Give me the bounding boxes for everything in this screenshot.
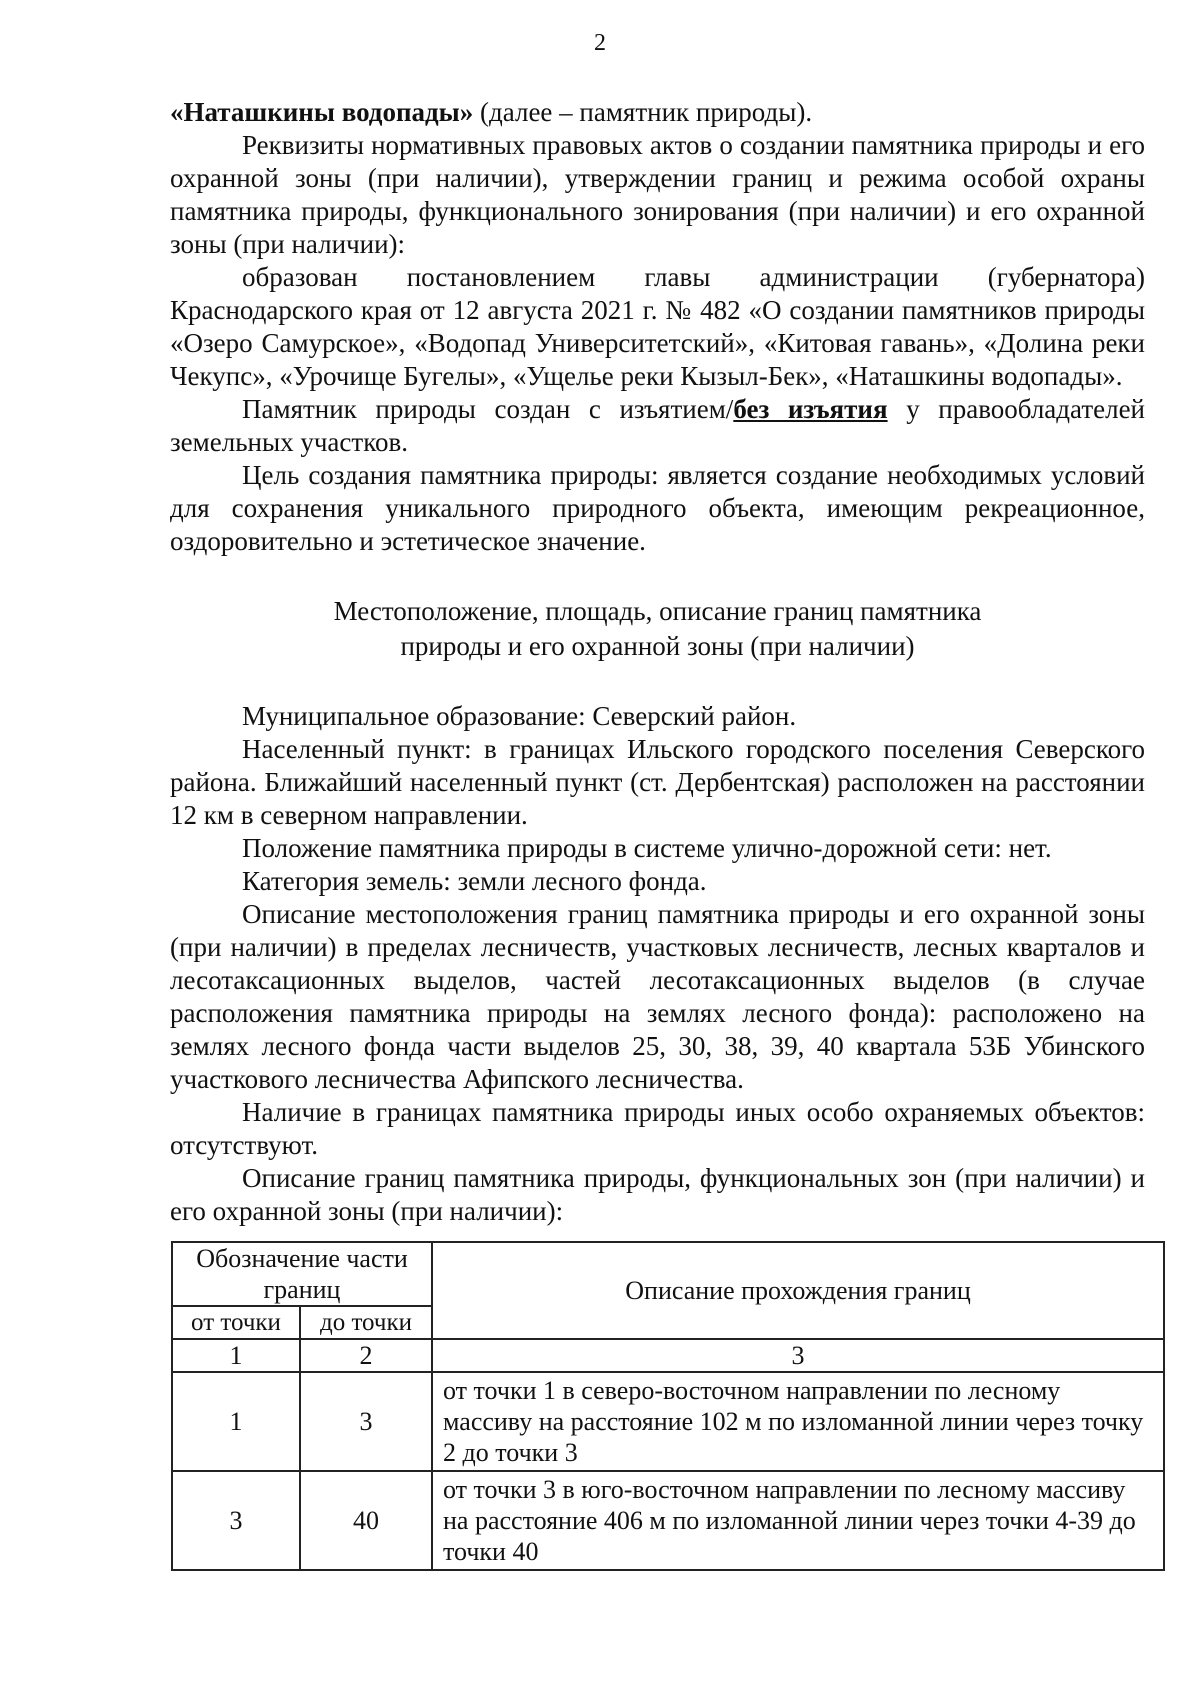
- row-from: 3: [172, 1471, 300, 1570]
- paragraph-purpose: Цель создания памятника природы: является создание необходимых условий для сохранения уникального природного объекта, имеющим рекреационное, оздоровительно и эстетическое значение.: [170, 460, 1145, 556]
- col-num-2: 2: [300, 1339, 432, 1372]
- withdrawal-text-a: Памятник природы создан с изъятием/: [242, 394, 734, 424]
- col-num-3: 3: [432, 1339, 1164, 1372]
- paragraph-monument-name: [170, 96, 1145, 129]
- section-heading-line2: природы и его охранной зоны (при наличии): [400, 631, 915, 661]
- header-from-point: от точки: [172, 1306, 300, 1339]
- withdrawal-selected: без изъятия: [733, 394, 888, 424]
- document-body: [170, 96, 1145, 1228]
- paragraph-other-objects: Наличие в границах памятника природы иных особо охраняемых объектов: отсутствуют.: [170, 1097, 1145, 1160]
- header-description: Описание прохождения границ: [432, 1242, 1164, 1339]
- header-to-point: до точки: [300, 1306, 432, 1339]
- header-boundary-part: Обозначение части границ: [172, 1242, 432, 1306]
- paragraph-location: Описание местоположения границ памятника природы и его охранной зоны (при наличии) в пределах лесничеств, участковых лесничеств, лесных кварталов и лесотаксационных выделов, частей лесотаксационных выделов (в случае расположения памятника природы на землях лесного фонда): расположено на землях лесного фонда части выделов 25, 30, 38, 39, 40 квартала 53Б Убинского участкового лесничества Афипского лесничества.: [170, 899, 1145, 1094]
- section-heading-line1: Местоположение, площадь, описание границ памятника: [333, 596, 982, 626]
- section-heading: [170, 594, 1145, 664]
- table-row: [172, 1372, 1164, 1471]
- col-num-1: 1: [172, 1339, 300, 1372]
- row-to: 40: [300, 1471, 432, 1570]
- monument-name-note: (далее – памятник природы).: [473, 97, 813, 127]
- paragraph-boundaries-intro: Описание границ памятника природы, функциональных зон (при наличии) и его охранной зоны (при наличии):: [170, 1163, 1145, 1226]
- boundary-table: [171, 1241, 1165, 1571]
- paragraph-legal-acts: Реквизиты нормативных правовых актов о создании памятника природы и его охранной зоны (при наличии), утверждении границ и режима особой охраны памятника природы, функционального зонирования (при наличии) и его охранной зоны (при наличии):: [170, 130, 1145, 259]
- row-description: от точки 3 в юго-восточном направлении по лесному массиву на расстояние 406 м по изломанной линии через точки 4-39 до точки 40: [432, 1471, 1164, 1570]
- table-header-row: [172, 1242, 1164, 1306]
- table-numbering-row: [172, 1339, 1164, 1372]
- row-to: 3: [300, 1372, 432, 1471]
- withdrawal-text-c: у правообладателей земельных участков.: [170, 394, 1146, 457]
- table-row: [172, 1471, 1164, 1570]
- paragraph-road-network: Положение памятника природы в системе улично-дорожной сети: нет.: [242, 833, 1052, 863]
- row-from: 1: [172, 1372, 300, 1471]
- monument-name: «Наташкины водопады»: [170, 97, 474, 127]
- paragraph-withdrawal: [170, 393, 1145, 459]
- paragraph-municipality: Муниципальное образование: Северский район.: [242, 701, 797, 731]
- row-description: от точки 1 в северо-восточном направлении по лесному массиву на расстояние 102 м по изломанной линии через точку 2 до точки 3: [432, 1372, 1164, 1471]
- paragraph-settlement: Населенный пункт: в границах Ильского городского поселения Северского района. Ближайший населенный пункт (ст. Дербентская) расположен на расстоянии 12 км в северном направлении.: [170, 734, 1145, 830]
- paragraph-land-category: Категория земель: земли лесного фонда.: [242, 866, 707, 896]
- page-number: 2: [594, 30, 606, 56]
- paragraph-resolution: образован постановлением главы администрации (губернатора) Краснодарского края от 12 августа 2021 г. № 482 «О создании памятников природы «Озеро Самурское», «Водопад Университетский», «Китовая гавань», «Долина реки Чекупс», «Урочище Бугелы», «Ущелье реки Кызыл-Бек», «Наташкины водопады».: [170, 262, 1145, 391]
